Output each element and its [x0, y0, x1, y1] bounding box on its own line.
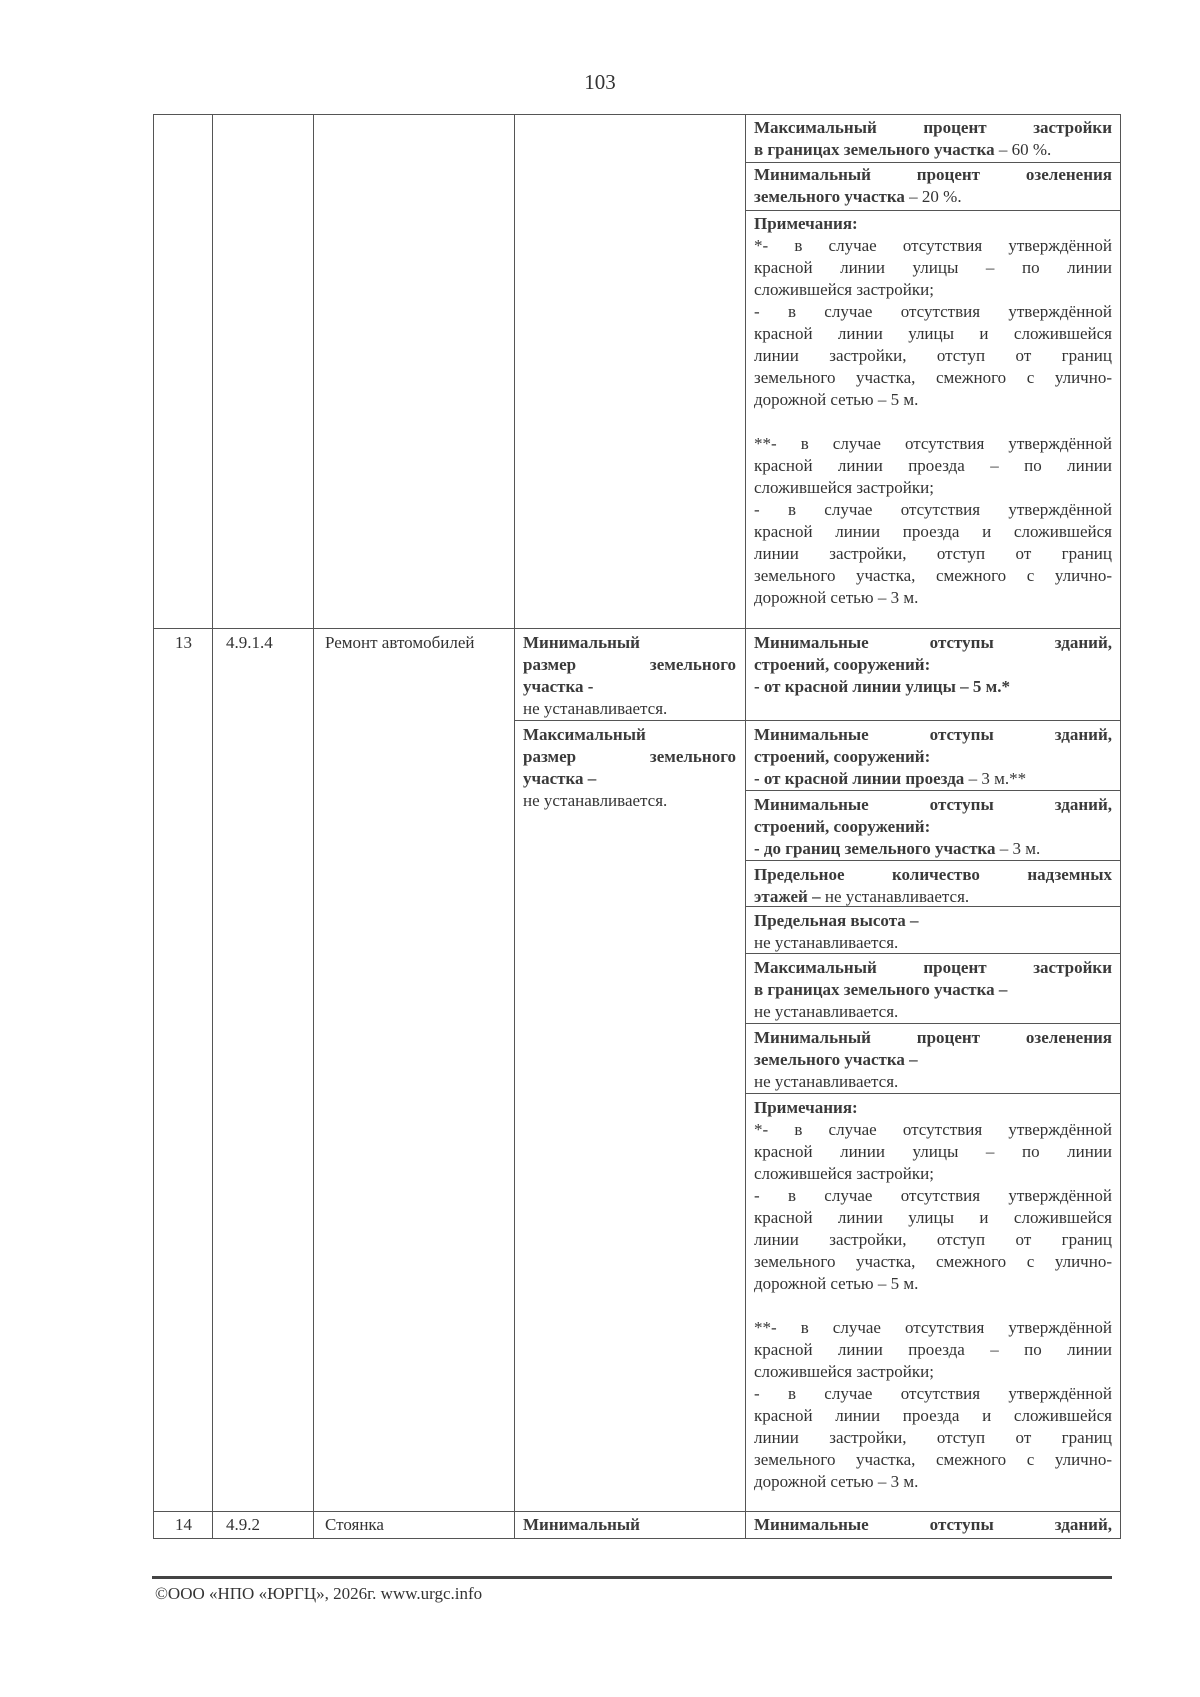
row13-notes	[754, 1097, 1112, 1493]
row13-note-line: *- в случае отсутствия утверждённой	[754, 1120, 1112, 1139]
top-min-green-label-2: земельного участка	[754, 187, 905, 206]
row13-offset-drive	[754, 724, 1112, 790]
row13-notes-title: Примечания:	[754, 1098, 858, 1117]
footer-copyright: ©ООО «НПО «ЮРГЦ», 2026г. www.urgc.info	[155, 1584, 483, 1603]
row13-note-line: линии застройки, отступ от границ	[754, 1230, 1112, 1249]
row13-min-size-2: размер земельного	[523, 655, 736, 674]
row13-name: Ремонт автомобилей	[325, 633, 475, 652]
footer-rule	[152, 1576, 1112, 1579]
row13-floors-2: этажей –	[754, 887, 821, 906]
top-max-build-value: – 60 %.	[994, 140, 1052, 159]
row14-min-size-label: Минимальный	[523, 1515, 640, 1534]
row13-note-line: **- в случае отсутствия утверждённой	[754, 1318, 1112, 1337]
row13-height	[754, 910, 1112, 954]
row13-note-line: - в случае отсутствия утверждённой	[754, 1384, 1112, 1403]
row13-height-1: Предельная высота –	[754, 911, 919, 930]
row13-note-line: - в случае отсутствия утверждённой	[754, 1186, 1112, 1205]
row13-offset-street-3: - от красной линии улицы – 5 м.*	[754, 677, 1010, 696]
row13-max-size	[523, 724, 736, 812]
top-note-line: линии застройки, отступ от границ	[754, 544, 1112, 563]
row13-offset-border	[754, 794, 1112, 860]
row13-note-line: красной линии улицы – по линии	[754, 1142, 1112, 1161]
row13-offset-street	[754, 632, 1112, 698]
row13-note-line: красной линии улицы и сложившейся	[754, 1208, 1112, 1227]
row13-offset-street-2: строений, сооружений:	[754, 655, 931, 674]
row13-max-build-percent	[754, 957, 1112, 1023]
top-note-line	[754, 411, 1112, 433]
row13-min-green-1: Минимальный процент озеленения	[754, 1028, 1112, 1047]
top-note-line: линии застройки, отступ от границ	[754, 346, 1112, 365]
row13-note-line: земельного участка, смежного с улично-	[754, 1450, 1112, 1469]
row13-min-size-1: Минимальный	[523, 633, 640, 652]
top-min-green-value: – 20 %.	[904, 187, 962, 206]
row13-offset-drive-3: - от красной линии проезда	[754, 769, 965, 788]
row13-offset-street-1: Минимальные отступы зданий,	[754, 633, 1112, 652]
top-max-build-label-2: в границах земельного участка	[754, 140, 995, 159]
row13-note-line: линии застройки, отступ от границ	[754, 1428, 1112, 1447]
row13-note-line: сложившейся застройки;	[754, 1164, 934, 1183]
row13-max-size-2: размер земельного	[523, 747, 736, 766]
top-min-green-label-1: Минимальный процент озеленения	[754, 165, 1112, 184]
row13-note-line	[754, 1295, 1112, 1317]
row13-min-green-percent	[754, 1027, 1112, 1093]
row14-code: 4.9.2	[226, 1515, 260, 1534]
row14-offsets	[754, 1514, 1112, 1536]
row13-max-size-4: не устанавливается.	[523, 791, 668, 810]
top-note-line: земельного участка, смежного с улично-	[754, 368, 1112, 387]
row13-code: 4.9.1.4	[226, 633, 273, 652]
row13-height-2: не устанавливается.	[754, 933, 899, 952]
row13-offset-border-1: Минимальные отступы зданий,	[754, 795, 1112, 814]
top-max-build-label-1: Максимальный процент застройки	[754, 118, 1112, 137]
row13-max-size-3: участка –	[523, 769, 597, 788]
row13-max-build-3: не устанавливается.	[754, 1002, 899, 1021]
page-number: 103	[584, 70, 616, 94]
top-note-line: дорожной сетью – 5 м.	[754, 390, 919, 409]
top-note-line: красной линии проезда – по линии	[754, 456, 1112, 475]
top-note-line: *- в случае отсутствия утверждённой	[754, 236, 1112, 255]
top-note-line: **- в случае отсутствия утверждённой	[754, 434, 1112, 453]
row13-offset-drive-1: Минимальные отступы зданий,	[754, 725, 1112, 744]
row13-note-line: красной линии проезда – по линии	[754, 1340, 1112, 1359]
row13-number: 13	[175, 633, 192, 652]
top-note-line: красной линии улицы – по линии	[754, 258, 1112, 277]
row13-max-size-1: Максимальный	[523, 725, 646, 744]
row13-floors-1: Предельное количество надземных	[754, 865, 1112, 884]
row13-min-size	[523, 632, 736, 720]
top-max-build-percent	[754, 117, 1112, 161]
row13-notes-list	[754, 1119, 1112, 1493]
top-note-line: красной линии улицы и сложившейся	[754, 324, 1112, 343]
row13-note-line: сложившейся застройки;	[754, 1362, 934, 1381]
top-note-line: земельного участка, смежного с улично-	[754, 566, 1112, 585]
row13-offset-drive-4: – 3 м.**	[964, 769, 1027, 788]
row13-note-line: дорожной сетью – 5 м.	[754, 1274, 919, 1293]
row13-offset-border-3: - до границ земельного участка	[754, 839, 996, 858]
top-note-line: - в случае отсутствия утверждённой	[754, 500, 1112, 519]
row13-note-line: дорожной сетью – 3 м.	[754, 1472, 919, 1491]
row13-max-build-2: в границах земельного участка –	[754, 980, 1008, 999]
row14-offsets-label: Минимальные отступы зданий,	[754, 1515, 1112, 1534]
row13-min-green-3: не устанавливается.	[754, 1072, 899, 1091]
row13-note-line: красной линии проезда и сложившейся	[754, 1406, 1112, 1425]
row13-note-line: земельного участка, смежного с улично-	[754, 1252, 1112, 1271]
row13-floors	[754, 864, 1112, 908]
row13-min-green-2: земельного участка –	[754, 1050, 918, 1069]
row14-min-size	[523, 1514, 640, 1536]
row13-offset-border-4: – 3 м.	[995, 839, 1041, 858]
top-notes	[754, 213, 1112, 609]
row13-offset-drive-2: строений, сооружений:	[754, 747, 931, 766]
row13-floors-3: не устанавливается.	[820, 887, 970, 906]
top-notes-list	[754, 235, 1112, 609]
top-min-green-percent	[754, 164, 1112, 208]
top-note-line: - в случае отсутствия утверждённой	[754, 302, 1112, 321]
row14-name: Стоянка	[325, 1515, 384, 1534]
top-notes-title: Примечания:	[754, 214, 858, 233]
row13-max-build-1: Максимальный процент застройки	[754, 958, 1112, 977]
top-note-line: сложившейся застройки;	[754, 478, 934, 497]
row14-number: 14	[175, 1515, 192, 1534]
top-note-line: дорожной сетью – 3 м.	[754, 588, 919, 607]
top-note-line: красной линии проезда и сложившейся	[754, 522, 1112, 541]
row13-min-size-3: участка -	[523, 677, 594, 696]
row13-min-size-4: не устанавливается.	[523, 699, 668, 718]
top-note-line: сложившейся застройки;	[754, 280, 934, 299]
row13-offset-border-2: строений, сооружений:	[754, 817, 931, 836]
